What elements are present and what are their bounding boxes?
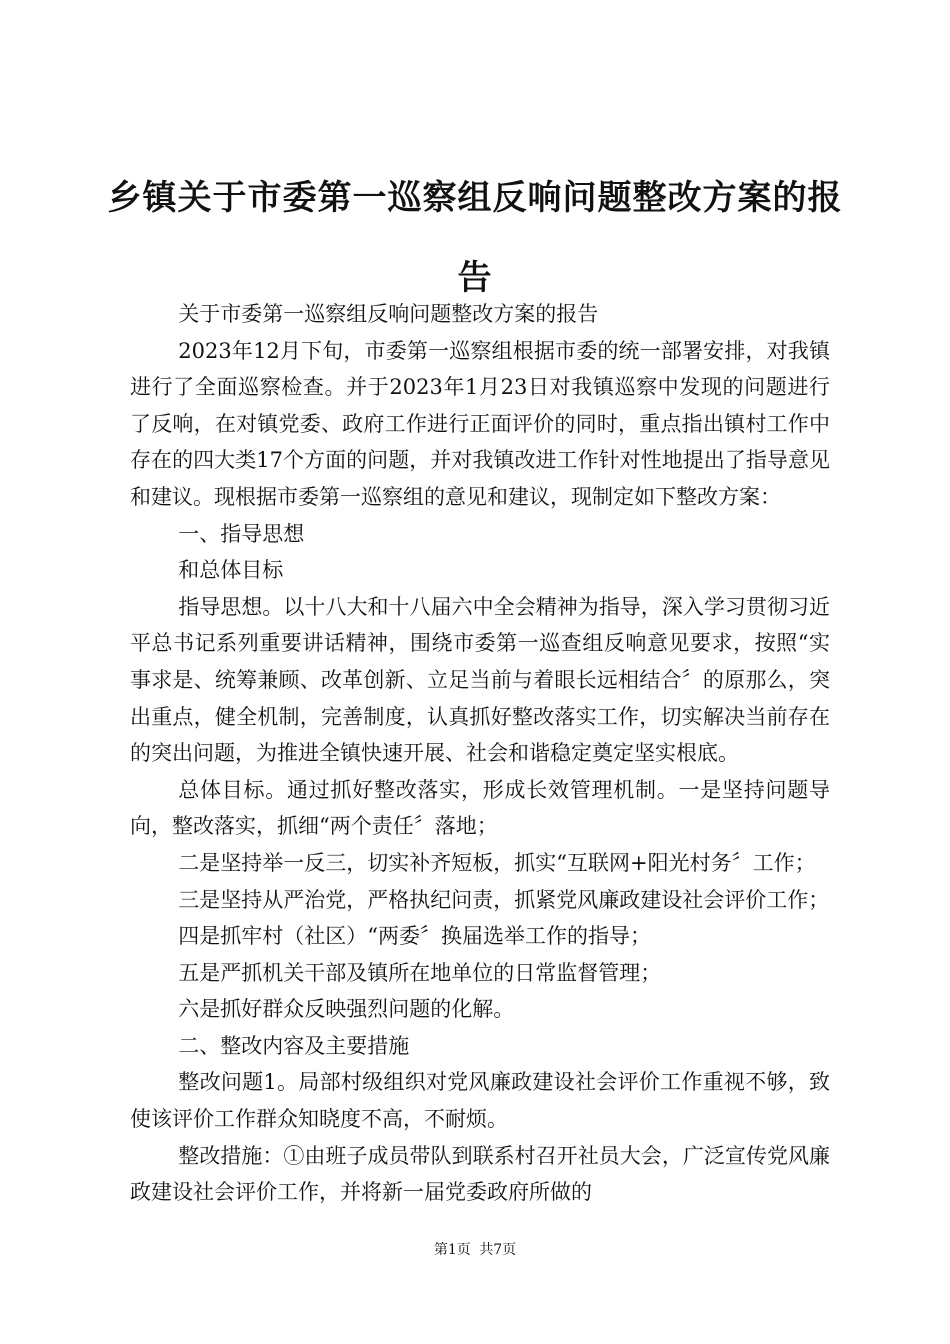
page-number: 第1页 <box>433 1242 471 1258</box>
paragraph-goal-5: 五是严抓机关干部及镇所在地单位的日常监督管理； <box>178 960 662 985</box>
section-heading-rectification: 二、整改内容及主要措施 <box>178 1033 410 1058</box>
page-total: 共7页 <box>479 1242 517 1258</box>
paragraph-problem-1: 整改问题1。局部村级组织对党风廉政建设社会评价工作重视不够，致使该评价工作群众知晓度不高，不耐烦。 <box>130 1070 830 1132</box>
paragraph-goal-3: 三是坚持从严治党，严格执纪问责，抓紧党风廉政建设社会评价工作； <box>178 887 830 912</box>
paragraph-subtitle: 关于市委第一巡察组反响问题整改方案的报告 <box>178 302 599 326</box>
paragraph-goal-2: 二是坚持举一反三，切实补齐短板，抓实“互联网+阳光村务〞工作； <box>178 850 816 875</box>
document-title: 乡镇关于市委第一巡察组反响问题整改方案的报告 <box>107 178 843 298</box>
paragraph-measures-1: 整改措施：①由班子成员带队到联系村召开社员大会，广泛宣传党风廉政建设社会评价工作，并将新一届党委政府所做的 <box>130 1143 830 1205</box>
section-heading-overall-goal: 和总体目标 <box>178 558 284 583</box>
document-body <box>130 296 830 1211</box>
page-footer <box>0 1240 950 1260</box>
paragraph-goal-4: 四是抓牢村（社区）“两委〞换届选举工作的指导； <box>178 924 652 949</box>
paragraph-intro: 2023年12月下旬，市委第一巡察组根据市委的统一部署安排，对我镇进行了全面巡察检查。并于2023年1月23日对我镇巡察中发现的问题进行了反响，在对镇党委、政府工作进行正面评价的同时，重点指出镇村工作中存在的四大类17个方面的问题，并对我镇改进工作针对性地提出了指导意见和建议。现根据市委第一巡察组的意见和建议，现制定如下整改方案： <box>130 338 830 509</box>
section-heading-guiding-ideology: 一、指导思想 <box>178 521 305 546</box>
paragraph-guiding-ideology: 指导思想。以十八大和十八届六中全会精神为指导，深入学习贯彻习近平总书记系列重要讲话精神，围绕市委第一巡查组反响意见要求，按照“实事求是、统筹兼顾、改革创新、立足当前与着眼长远相结合〞的原那么，突出重点，健全机制，完善制度，认真抓好整改落实工作，切实解决当前存在的突出问题，为推进全镇快速开展、社会和谐稳定奠定坚实根底。 <box>130 594 830 766</box>
paragraph-goal-6: 六是抓好群众反映强烈问题的化解。 <box>178 997 515 1022</box>
paragraph-overall-goal: 总体目标。通过抓好整改落实，形成长效管理机制。一是坚持问题导向，整改落实，抓细“两个责任〞落地； <box>130 777 830 839</box>
